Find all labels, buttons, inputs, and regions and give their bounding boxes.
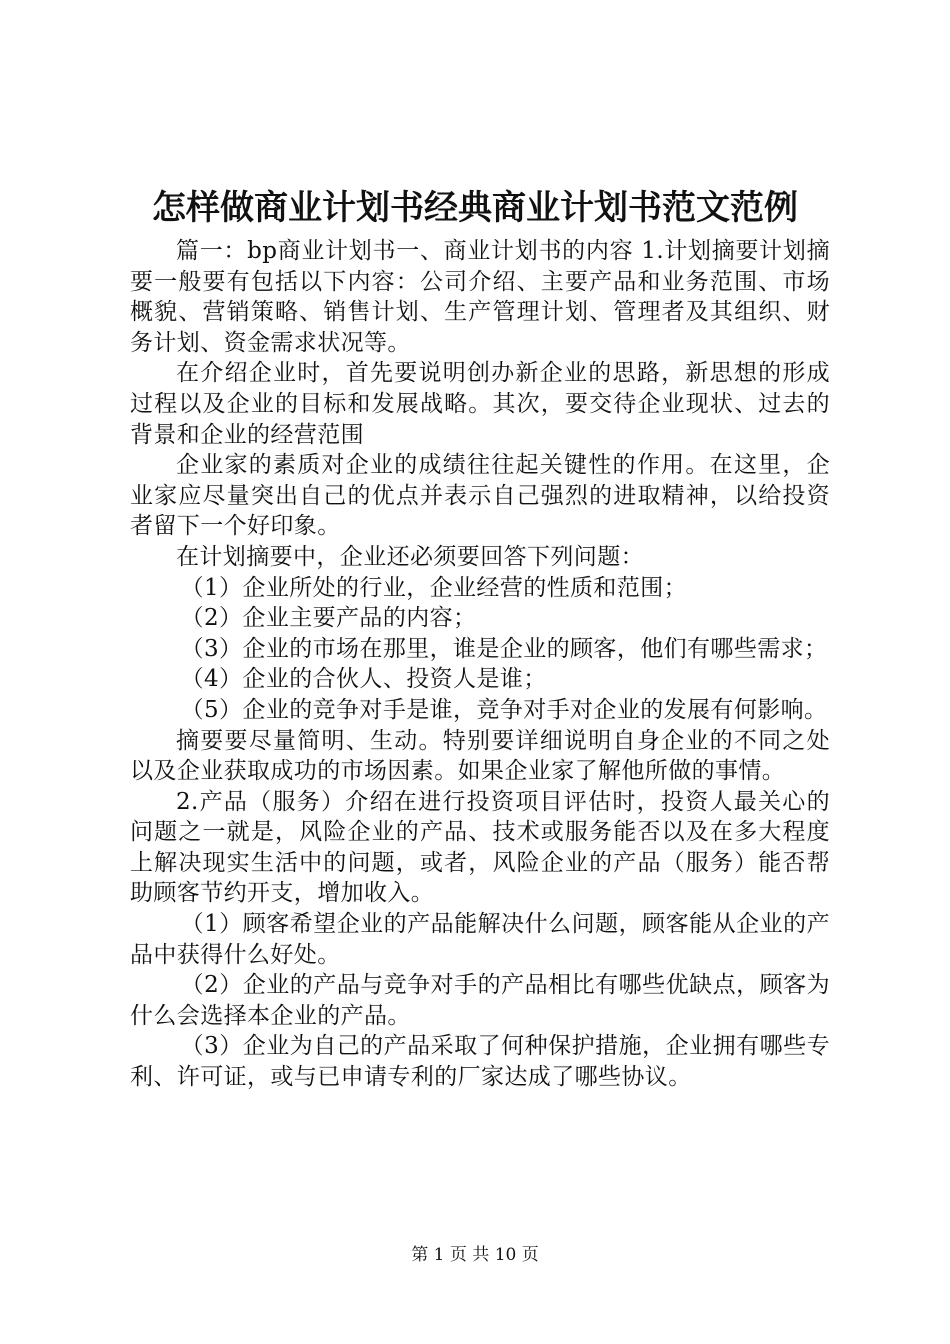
paragraph-entrepreneur: 企业家的素质对企业的成绩往往起关键性的作用。在这里，企业家应尽量突出自己的优点并表示自己强烈的进取精神，以给投资者留下一个好印象。	[130, 452, 830, 540]
paragraph-intro: 篇一：bp商业计划书一、商业计划书的内容 1.计划摘要计划摘要一般要有包括以下内容：公司介绍、主要产品和业务范围、市场概貌、营销策略、销售计划、生产管理计划、管理者及其组织、财务计划、资金需求状况等。	[130, 238, 830, 356]
question-item-2: （2）企业主要产品的内容；	[180, 605, 477, 632]
question-item-3: （3）企业的市场在那里，谁是企业的顾客，他们有哪些需求；	[180, 635, 828, 662]
paragraph-company-intro: 在介绍企业时，首先要说明创办新企业的思路，新思想的形成过程以及企业的目标和发展战略。其次，要交待企业现状、过去的背景和企业的经营范围	[130, 360, 830, 448]
question-item-5: （5）企业的竞争对手是谁，竞争对手对企业的发展有何影响。	[180, 696, 828, 723]
product-item-1: （1）顾客希望企业的产品能解决什么问题，顾客能从企业的产品中获得什么好处。	[130, 911, 830, 968]
question-item-1: （1）企业所处的行业，企业经营的性质和范围；	[180, 574, 688, 601]
paragraph-summary-advice: 摘要要尽量简明、生动。特别要详细说明自身企业的不同之处以及企业获取成功的市场因素。如果企业家了解他所做的事情。	[130, 727, 830, 785]
paragraph-product-intro: 2.产品（服务）介绍在进行投资项目评估时，投资人最关心的问题之一就是，风险企业的产品、技术或服务能否以及在多大程度上解决现实生活中的问题，或者，风险企业的产品（服务）能否帮助顾客节约开支，增加收入。	[130, 788, 830, 907]
page-number: 第 1 页 共 10 页	[411, 1245, 539, 1265]
document-body	[130, 236, 830, 1093]
paragraph-questions-lead: 在计划摘要中，企业还必须要回答下列问题：	[176, 543, 644, 570]
product-item-3: （3）企业为自己的产品采取了何种保护措施，企业拥有哪些专利、许可证，或与已申请专利的厂家达成了哪些协议。	[130, 1033, 830, 1091]
document-title: 怎样做商业计划书经典商业计划书范文范例	[152, 188, 798, 228]
question-item-4: （4）企业的合伙人、投资人是谁；	[180, 666, 547, 693]
product-item-2: （2）企业的产品与竞争对手的产品相比有哪些优缺点，顾客为什么会选择本企业的产品。	[130, 972, 830, 1029]
